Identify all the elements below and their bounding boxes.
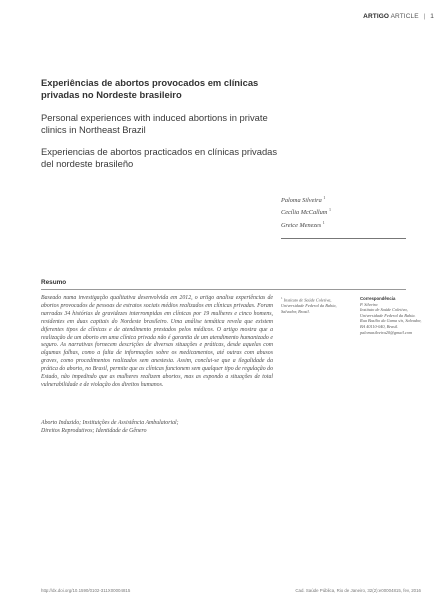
author-name: Paloma Silveira	[281, 197, 322, 205]
abstract-divider	[41, 289, 406, 290]
title-english: Personal experiences with induced abortions in private clinics in Northeast Brazil	[41, 112, 268, 135]
author-item	[281, 218, 331, 230]
affiliation-ref: 1	[281, 296, 283, 300]
author-name: Greice Menezes	[281, 221, 322, 229]
journal-citation: Cad. Saúde Pública, Rio de Janeiro, 32(2):e00004815, fev, 2016	[295, 588, 421, 593]
running-header	[363, 13, 434, 20]
author-ref: 1	[323, 195, 326, 200]
author-ref: 1	[328, 207, 331, 213]
keyword-line: Aborto Induzido; Instituições de Assistência Ambulatorial;	[41, 420, 179, 426]
page-number: 1	[430, 13, 434, 20]
correspondence-line: Rua Basílio da Gama s/n, Salvador, BA 40110-040, Brasil.	[360, 318, 422, 329]
author-item	[281, 205, 331, 217]
keywords	[41, 420, 273, 436]
author-divider	[281, 238, 406, 239]
correspondence-block	[360, 296, 422, 335]
affiliation-text: Instituto de Saúde Coletiva, Universidade Federal da Bahia, Salvador, Brasil.	[281, 297, 337, 314]
author-item	[281, 193, 331, 205]
title-spanish: Experiencias de abortos practicados en clínicas privadas del nordeste brasileño	[41, 146, 278, 169]
affiliation	[281, 296, 353, 314]
title-portuguese: Experiências de abortos provocados em clínicas privadas no Nordeste brasileiro	[41, 77, 259, 100]
correspondence-email[interactable]: palomasilveira20@gmail.com	[360, 329, 413, 335]
author-list	[281, 193, 331, 230]
author-ref: 1	[322, 219, 325, 225]
abstract-heading: Resumo	[41, 279, 67, 286]
correspondence-line: Instituto de Saúde Coletiva, Universidade Federal da Bahia.	[360, 307, 416, 318]
author-name: Cecília McCallum	[281, 209, 328, 217]
doi-link[interactable]: http://dx.doi.org/10.1590/0102-311X00004815	[41, 588, 131, 593]
keyword-line: Direitos Reprodutivos; Identidade de Gênero	[41, 427, 147, 434]
abstract-text: Baseado numa investigação qualitativa desenvolvida em 2012, o artigo analisa experiências de abortos provocados de pessoas de estratos sociais médios realizados em clínicas privadas. Foram narradas 34 histórias de gravidezes interrompidas em clínicas por 19 mulheres e cinco homens, residentes em duas capitais do Nordeste brasileiro. Uma análise temática revela que existem diferentes tipos de clínicas e de atendimento prestados pelos médicos. O artigo mostra que a realização de um aborto em uma clínica privada não é garantia de um atendimento humanizado e seguro. As narrativas fornecem descrições de diversas situações e práticas, desde aquelas com algumas falhas, como a falta de informações sobre os medicamentos, até outras com abusos graves, como procedimentos realizados sem anestesia. Assim, conclui-se que a ilegalidade da prática do aborto, no Brasil, permite que as clínicas funcionem sem qualquer tipo de regulação do Estado, não impedindo que as mulheres realizem abortos, mas as expondo a situações de total vulnerabilidade e de violação dos direitos humanos.	[41, 295, 273, 388]
header-separator: |	[423, 13, 426, 20]
correspondence-title: Correspondência	[360, 296, 396, 301]
correspondence-line: P. Silveira	[360, 301, 378, 307]
header-label-pt: ARTIGO	[363, 13, 390, 20]
header-label-en: ARTICLE	[390, 13, 419, 20]
